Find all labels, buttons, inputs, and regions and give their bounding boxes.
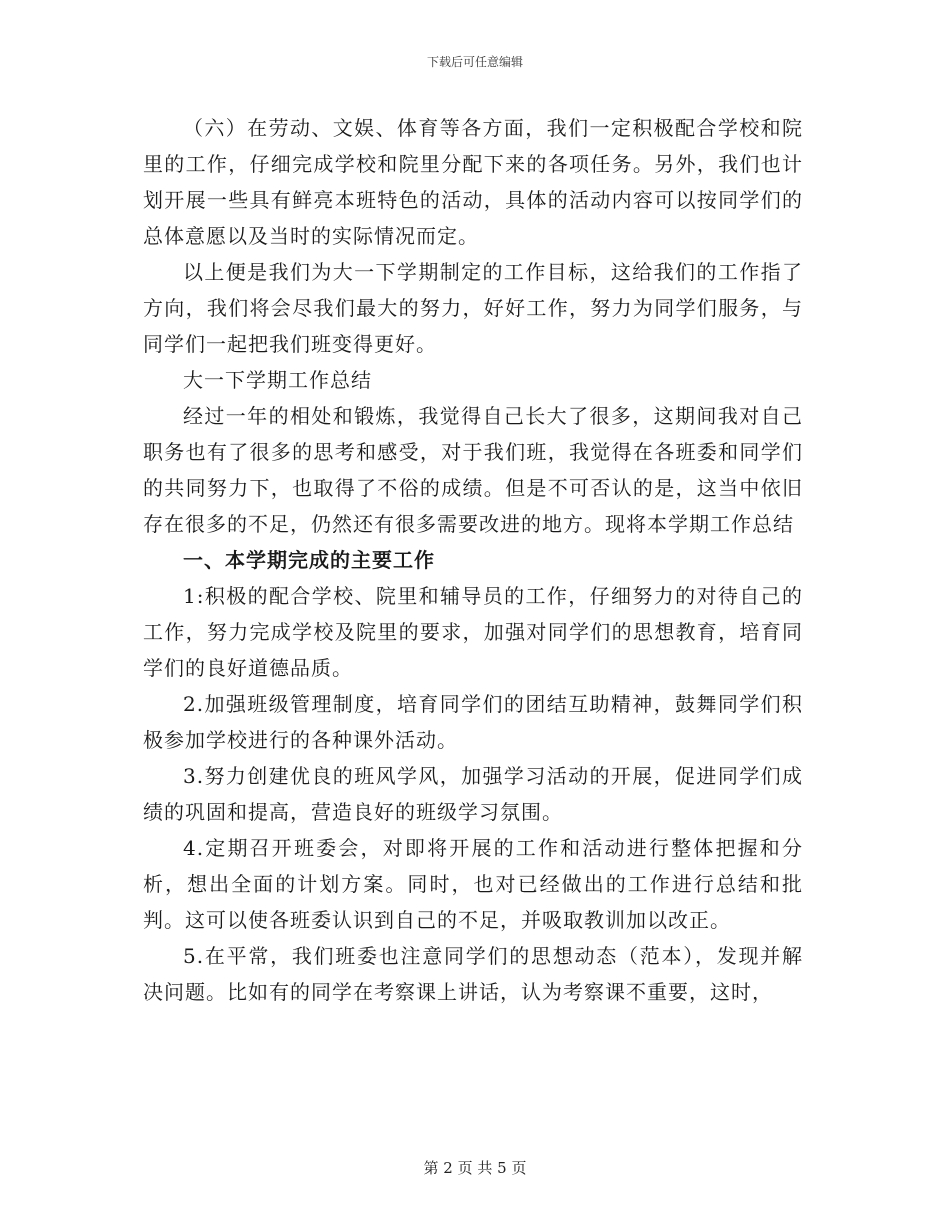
list-item-5: 5.在平常，我们班委也注意同学们的思想动态（范本），发现并解决问题。比如有的同学在考察课上讲话，认为考察课不重要，这时， [143, 944, 803, 1004]
list-item-2: 2.加强班级管理制度，培育同学们的团结互助精神，鼓舞同学们积极参加学校进行的各种课外活动。 [143, 692, 803, 752]
paragraph-goals-summary: 以上便是我们为大一下学期制定的工作目标，这给我们的工作指了方向，我们将会尽我们最大的努力，好好工作，努力为同学们服务，与同学们一起把我们班变得更好。 [143, 260, 803, 356]
page-footer: 第 2 页 共 5 页 [423, 1159, 527, 1177]
section-title-summary: 大一下学期工作总结 [183, 368, 372, 392]
paragraph-six-activities: （六）在劳动、文娱、体育等各方面，我们一定积极配合学校和院里的工作，仔细完成学校和院里分配下来的各项任务。另外，我们也计划开展一些具有鲜亮本班特色的活动，具体的活动内容可以按同学们的总体意愿以及当时的实际情况而定。 [143, 116, 803, 248]
list-item-4: 4.定期召开班委会，对即将开展的工作和活动进行整体把握和分析，想出全面的计划方案。同时，也对已经做出的工作进行总结和批判。这可以使各班委认识到自己的不足，并吸取教训加以改正。 [143, 836, 803, 932]
list-item-3: 3.努力创建优良的班风学风，加强学习活动的开展，促进同学们成绩的巩固和提高，营造良好的班级学习氛围。 [143, 764, 803, 824]
heading-main-work: 一、本学期完成的主要工作 [183, 548, 435, 572]
paragraph-intro: 经过一年的相处和锻炼，我觉得自己长大了很多，这期间我对自己职务也有了很多的思考和感受，对于我们班，我觉得在各班委和同学们的共同努力下，也取得了不俗的成绩。但是不可否认的是，这当中依旧存在很多的不足，仍然还有很多需要改进的地方。现将本学期工作总结 [143, 404, 803, 536]
page-header: 下载后可任意编辑 [426, 55, 523, 69]
list-item-1: 1:积极的配合学校、院里和辅导员的工作，仔细努力的对待自己的工作，努力完成学校及院里的要求，加强对同学们的思想教育，培育同学们的良好道德品质。 [143, 584, 803, 680]
document-body [143, 110, 803, 1010]
